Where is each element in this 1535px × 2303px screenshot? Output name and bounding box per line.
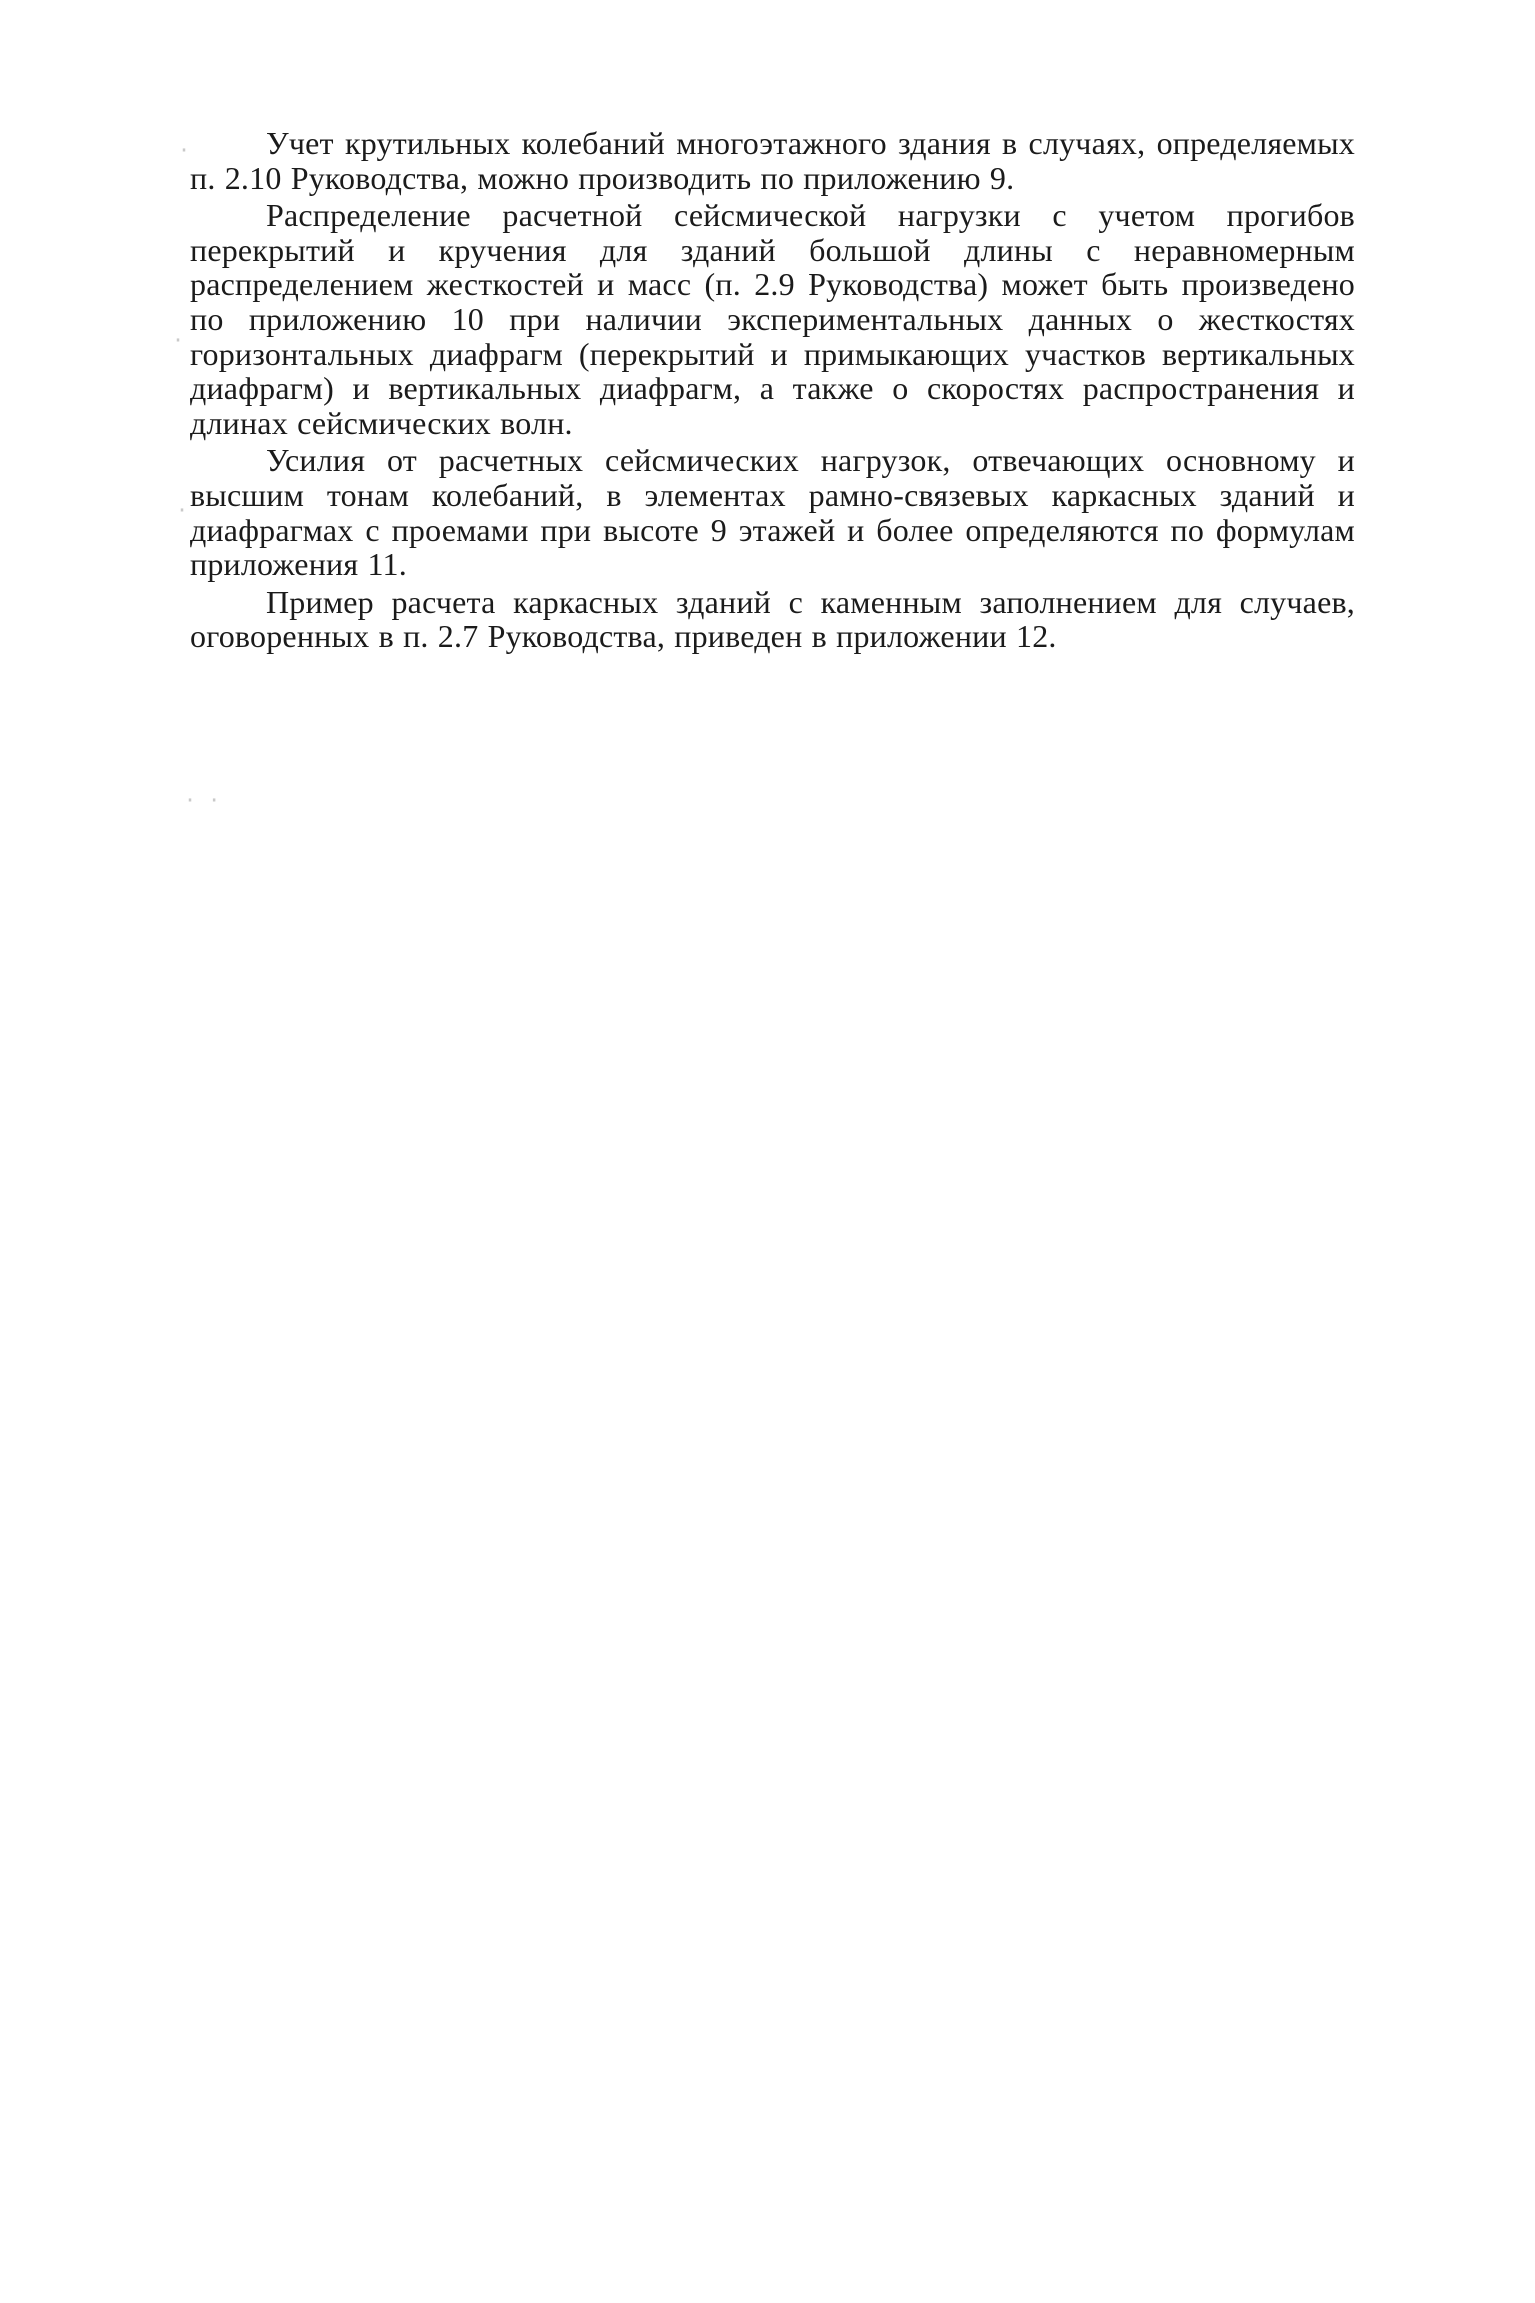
document-body (190, 126, 1355, 657)
paragraph-torsional-vibrations: Учет крутильных колебаний многоэтажного здания в случаях, определяемых п. 2.10 Руководства, можно производить по приложению 9. (190, 125, 1355, 196)
paragraph-seismic-load-distribution: Распределение расчетной сейсмической нагрузки с учетом прогибов перекрытий и кручения для зданий большой длины с неравномерным распределением жесткостей и масс (п. 2.9 Руководства) может быть произведено по приложению 10 при наличии экспериментальных данных о жесткостях горизонтальных диафрагм (перекрытий и примыкающих участков вертикальных диафрагм) и вертикальных диафрагм, а также о скоростях распространения и длинах сейсмических волн. (190, 197, 1355, 441)
scan-noise-speck: · (172, 328, 185, 352)
scan-noise-speck: · (176, 498, 189, 522)
scan-noise-speck: · (178, 138, 191, 162)
paragraph-forces-from-seismic-loads: Усилия от расчетных сейсмических нагрузок, отвечающих основному и высшим тонам колебаний, в элементах рамно-связевых каркасных зданий и диафрагмах с проемами при высоте 9 этажей и более определяются по формулам приложения 11. (190, 442, 1355, 583)
scan-noise-speck: · · (184, 788, 221, 812)
paragraph-frame-building-example: Пример расчета каркасных зданий с каменным заполнением для случаев, оговоренных в п. 2.7 Руководства, приведен в приложении 12. (190, 583, 1355, 655)
